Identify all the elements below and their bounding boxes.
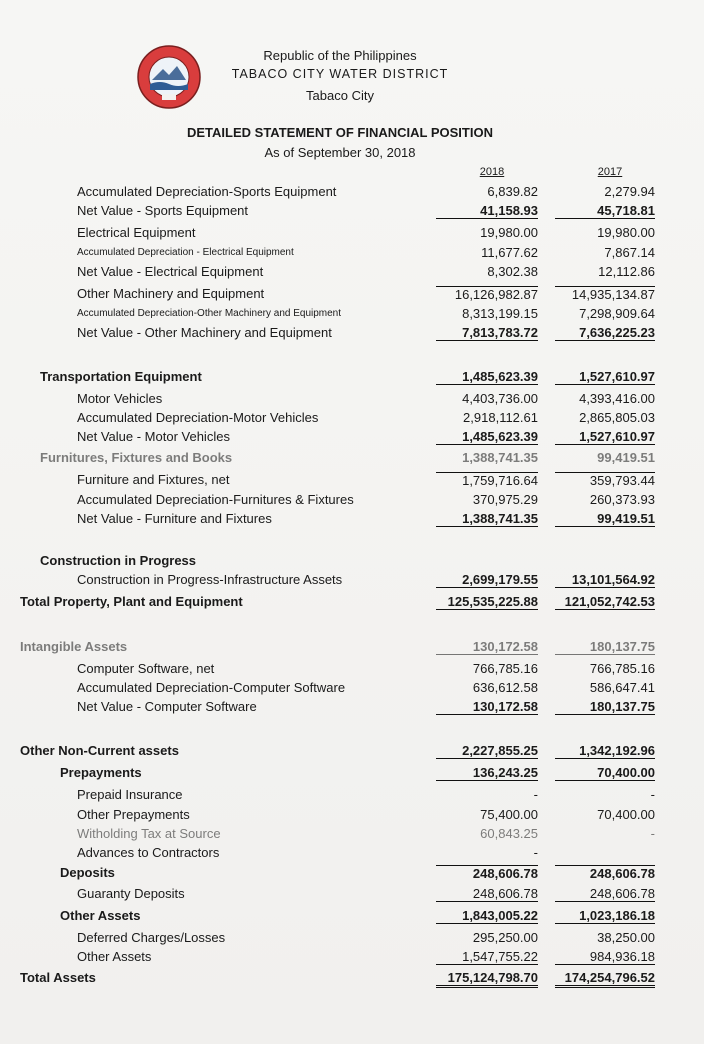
table-row <box>0 824 704 842</box>
report-subtitle: As of September 30, 2018 <box>264 145 416 160</box>
row-label: Prepayments <box>60 765 142 780</box>
row-value-2017: 7,867.14 <box>604 245 655 260</box>
row-value-2017: 14,935,134.87 <box>555 286 655 302</box>
table-row <box>0 741 704 759</box>
row-value-2017: 260,373.93 <box>589 492 655 507</box>
row-label: Accumulated Depreciation - Electrical Equipment <box>77 247 294 258</box>
row-label: Accumulated Depreciation-Sports Equipment <box>77 184 337 199</box>
row-value-2017: 984,936.18 <box>555 949 655 965</box>
year-2018-header: 2018 <box>479 166 505 178</box>
row-value-2017: 7,636,225.23 <box>555 325 655 341</box>
row-value-2017: - <box>650 787 655 802</box>
row-value-2018: 4,403,736.00 <box>462 391 538 406</box>
row-value-2017: 45,718.81 <box>555 203 655 219</box>
table-row <box>0 928 704 946</box>
row-value-2017: 174,254,796.52 <box>555 970 655 988</box>
table-row <box>0 448 704 466</box>
row-value-2018: - <box>533 845 538 860</box>
table-row <box>0 906 704 924</box>
header-line-2: TABACO CITY WATER DISTRICT <box>231 67 449 81</box>
row-value-2017: 766,785.16 <box>589 661 655 676</box>
row-value-2018: 2,918,112.61 <box>463 410 538 425</box>
table-row <box>0 408 704 426</box>
row-value-2018: 60,843.25 <box>480 826 538 841</box>
table-row <box>0 637 704 655</box>
table-row <box>0 509 704 527</box>
row-label: Accumulated Depreciation-Other Machinery and Equipment <box>77 308 342 319</box>
row-value-2018: 75,400.00 <box>480 807 538 822</box>
row-label: Computer Software, net <box>77 661 215 676</box>
table-row <box>0 863 704 881</box>
row-value-2018: 1,843,005.22 <box>436 908 538 924</box>
row-label: Total Property, Plant and Equipment <box>20 594 243 609</box>
row-value-2017: 248,606.78 <box>555 886 655 902</box>
row-value-2017: 4,393,416.00 <box>579 391 655 406</box>
row-value-2018: 130,172.58 <box>436 699 538 715</box>
row-value-2018: 636,612.58 <box>472 680 538 695</box>
row-value-2018: 1,759,716.64 <box>436 472 538 488</box>
row-label: Other Assets <box>60 908 141 923</box>
table-row <box>0 805 704 823</box>
row-label: Intangible Assets <box>20 639 128 654</box>
row-label: Construction in Progress-Infrastructure Assets <box>77 572 343 587</box>
year-2017-header: 2017 <box>597 166 623 178</box>
row-value-2017: 1,342,192.96 <box>555 743 655 759</box>
row-value-2017: 121,052,742.53 <box>555 594 655 610</box>
row-value-2018: 19,980.00 <box>480 225 538 240</box>
row-value-2017: 99,419.51 <box>555 511 655 527</box>
row-label: Net Value - Other Machinery and Equipment <box>77 325 332 340</box>
row-label: Net Value - Motor Vehicles <box>77 429 230 444</box>
row-value-2017: - <box>650 826 655 841</box>
row-label: Accumulated Depreciation-Computer Software <box>77 680 346 695</box>
row-value-2017: 248,606.78 <box>555 865 655 881</box>
row-label: Deferred Charges/Losses <box>77 930 226 945</box>
row-value-2018: 125,535,225.88 <box>436 594 538 610</box>
table-row <box>0 570 704 588</box>
table-row <box>0 785 704 803</box>
table-row <box>0 551 704 569</box>
row-value-2018: 41,158.93 <box>436 203 538 219</box>
row-value-2018: 8,313,199.15 <box>462 306 538 321</box>
table-row <box>0 592 704 610</box>
row-value-2018: 8,302.38 <box>487 264 538 279</box>
row-value-2018: 1,485,623.39 <box>436 369 538 385</box>
table-row <box>0 968 704 986</box>
table-row <box>0 659 704 677</box>
row-value-2018: 6,839.82 <box>487 184 538 199</box>
row-value-2017: 586,647.41 <box>589 680 655 695</box>
row-value-2018: 175,124,798.70 <box>436 970 538 988</box>
row-label: Accumulated Depreciation-Furnitures & Fixtures <box>77 492 354 507</box>
table-row <box>0 243 704 261</box>
row-value-2017: 2,279.94 <box>604 184 655 199</box>
row-value-2018: 295,250.00 <box>472 930 538 945</box>
header-line-3: Tabaco City <box>306 88 374 103</box>
table-row <box>0 201 704 219</box>
table-row <box>0 284 704 302</box>
row-value-2018: 1,388,741.35 <box>462 450 538 465</box>
header-line-1: Republic of the Philippines <box>263 48 417 63</box>
row-label: Furnitures, Fixtures and Books <box>40 450 233 465</box>
row-value-2018: 370,975.29 <box>472 492 538 507</box>
table-row <box>0 490 704 508</box>
table-row <box>0 304 704 322</box>
row-value-2017: 70,400.00 <box>597 807 655 822</box>
row-value-2018: 766,785.16 <box>472 661 538 676</box>
row-label: Guaranty Deposits <box>77 886 185 901</box>
row-value-2018: 1,485,623.39 <box>436 429 538 445</box>
row-value-2017: 180,137.75 <box>555 699 655 715</box>
row-label: Other Assets <box>77 949 152 964</box>
row-value-2017: 359,793.44 <box>555 472 655 488</box>
water-district-seal-logo <box>136 44 202 110</box>
row-value-2017: 1,527,610.97 <box>555 429 655 445</box>
row-label: Witholding Tax at Source <box>77 826 221 841</box>
table-row <box>0 763 704 781</box>
row-label: Construction in Progress <box>40 553 197 568</box>
row-value-2018: 1,547,755.22 <box>436 949 538 965</box>
table-row <box>0 697 704 715</box>
row-label: Total Assets <box>20 970 96 985</box>
row-value-2017: 1,023,186.18 <box>555 908 655 924</box>
row-label: Net Value - Sports Equipment <box>77 203 249 218</box>
row-value-2017: 1,527,610.97 <box>555 369 655 385</box>
row-value-2017: 13,101,564.92 <box>555 572 655 588</box>
row-value-2017: 99,419.51 <box>597 450 655 465</box>
row-label: Net Value - Electrical Equipment <box>77 264 264 279</box>
table-row <box>0 843 704 861</box>
row-label: Net Value - Computer Software <box>77 699 257 714</box>
row-label: Furniture and Fixtures, net <box>77 472 230 487</box>
row-value-2017: 7,298,909.64 <box>579 306 655 321</box>
table-row <box>0 427 704 445</box>
row-label: Prepaid Insurance <box>77 787 183 802</box>
row-value-2018: 11,677.62 <box>481 245 538 260</box>
row-value-2018: 2,699,179.55 <box>436 572 538 588</box>
row-label: Advances to Contractors <box>77 845 220 860</box>
row-label: Other Prepayments <box>77 807 190 822</box>
table-row <box>0 323 704 341</box>
row-label: Other Machinery and Equipment <box>77 286 265 301</box>
row-value-2017: 2,865,805.03 <box>579 410 655 425</box>
row-label: Deposits <box>60 865 115 880</box>
row-value-2018: 136,243.25 <box>436 765 538 781</box>
row-value-2018: 248,606.78 <box>436 886 538 902</box>
row-value-2018: - <box>533 787 538 802</box>
report-title: DETAILED STATEMENT OF FINANCIAL POSITION <box>187 125 493 140</box>
row-value-2018: 7,813,783.72 <box>436 325 538 341</box>
row-label: Motor Vehicles <box>77 391 163 406</box>
row-value-2017: 12,112.86 <box>598 264 655 279</box>
table-row <box>0 182 704 200</box>
row-value-2018: 2,227,855.25 <box>436 743 538 759</box>
row-label: Other Non-Current assets <box>20 743 179 758</box>
row-value-2018: 248,606.78 <box>436 865 538 881</box>
table-row <box>0 947 704 965</box>
table-row <box>0 884 704 902</box>
row-label: Electrical Equipment <box>77 225 196 240</box>
table-row <box>0 223 704 241</box>
row-label: Net Value - Furniture and Fixtures <box>77 511 272 526</box>
table-row <box>0 678 704 696</box>
table-row <box>0 367 704 385</box>
row-value-2017: 38,250.00 <box>597 930 655 945</box>
row-value-2017: 19,980.00 <box>597 225 655 240</box>
row-value-2018: 16,126,982.87 <box>436 286 538 302</box>
table-row <box>0 389 704 407</box>
row-value-2017: 70,400.00 <box>555 765 655 781</box>
table-row <box>0 470 704 488</box>
row-value-2017: 180,137.75 <box>555 639 655 655</box>
row-value-2018: 1,388,741.35 <box>436 511 538 527</box>
row-label: Accumulated Depreciation-Motor Vehicles <box>77 410 319 425</box>
row-label: Transportation Equipment <box>40 369 202 384</box>
table-row <box>0 262 704 280</box>
row-value-2018: 130,172.58 <box>436 639 538 655</box>
